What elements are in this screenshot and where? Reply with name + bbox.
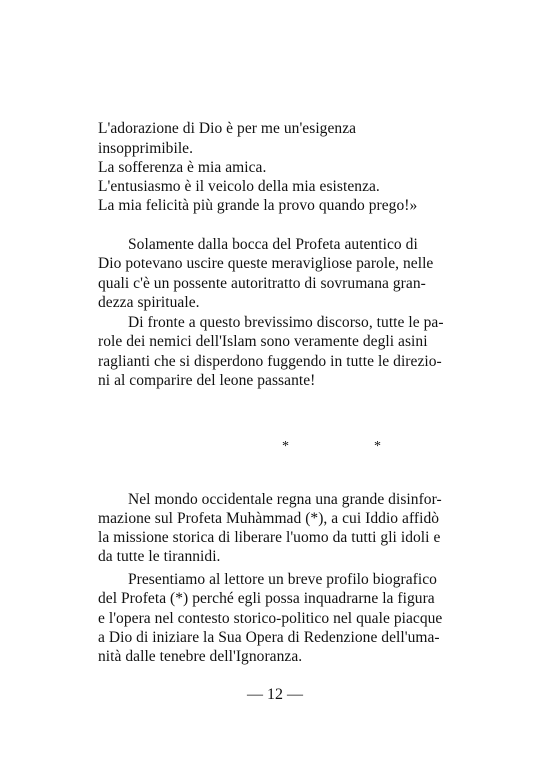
quote-line: insopprimibile. xyxy=(98,140,194,157)
paragraph-line: mazione sul Profeta Muhàmmad (*), a cui Iddio affidò xyxy=(98,510,440,527)
paragraph-line: quali c'è un possente autoritratto di sovrumana gran- xyxy=(98,275,426,292)
paragraph-line: nità dalle tenebre dell'Ignoranza. xyxy=(98,648,303,665)
paragraph-line: la missione storica di liberare l'uomo da tutti gli idoli e xyxy=(98,529,441,546)
paragraph-line: Solamente dalla bocca del Profeta autentico di xyxy=(128,236,418,253)
paragraph-line: da tutte le tirannidi. xyxy=(98,548,221,565)
page-number: — 12 — xyxy=(247,686,303,703)
quote-line: La mia felicità più grande la provo quando prego!» xyxy=(98,197,418,214)
quote-line: L'adorazione di Dio è per me un'esigenza xyxy=(98,120,357,137)
paragraph-line: Dio potevano uscire queste meravigliose parole, nelle xyxy=(98,255,434,272)
paragraph-line: Presentiamo al lettore un breve profilo biografico xyxy=(128,571,437,588)
paragraph-line: Di fronte a questo brevissimo discorso, tutte le pa- xyxy=(128,314,444,331)
quote-line: La sofferenza è mia amica. xyxy=(98,159,267,176)
separator-star: * xyxy=(374,439,381,454)
paragraph-line: del Profeta (*) perché egli possa inquadrarne la figura xyxy=(98,590,435,607)
section-separator xyxy=(0,437,550,457)
quote-line: L'entusiasmo è il veicolo della mia esistenza. xyxy=(98,178,380,195)
paragraph-line: ni al comparire del leone passante! xyxy=(98,372,316,389)
paragraph-line: role dei nemici dell'Islam sono veramente degli asini xyxy=(98,333,428,350)
paragraph-line: e l'opera nel contesto storico-politico nel quale piacque xyxy=(98,610,443,627)
separator-star: * xyxy=(282,439,289,454)
paragraph-line: raglianti che si disperdono fuggendo in tutte le direzio- xyxy=(98,353,442,370)
paragraph-line: Nel mondo occidentale regna una grande disinfor- xyxy=(128,491,442,508)
paragraph-line: a Dio di iniziare la Sua Opera di Redenzione dell'uma- xyxy=(98,629,440,646)
paragraph-line: dezza spirituale. xyxy=(98,294,200,311)
